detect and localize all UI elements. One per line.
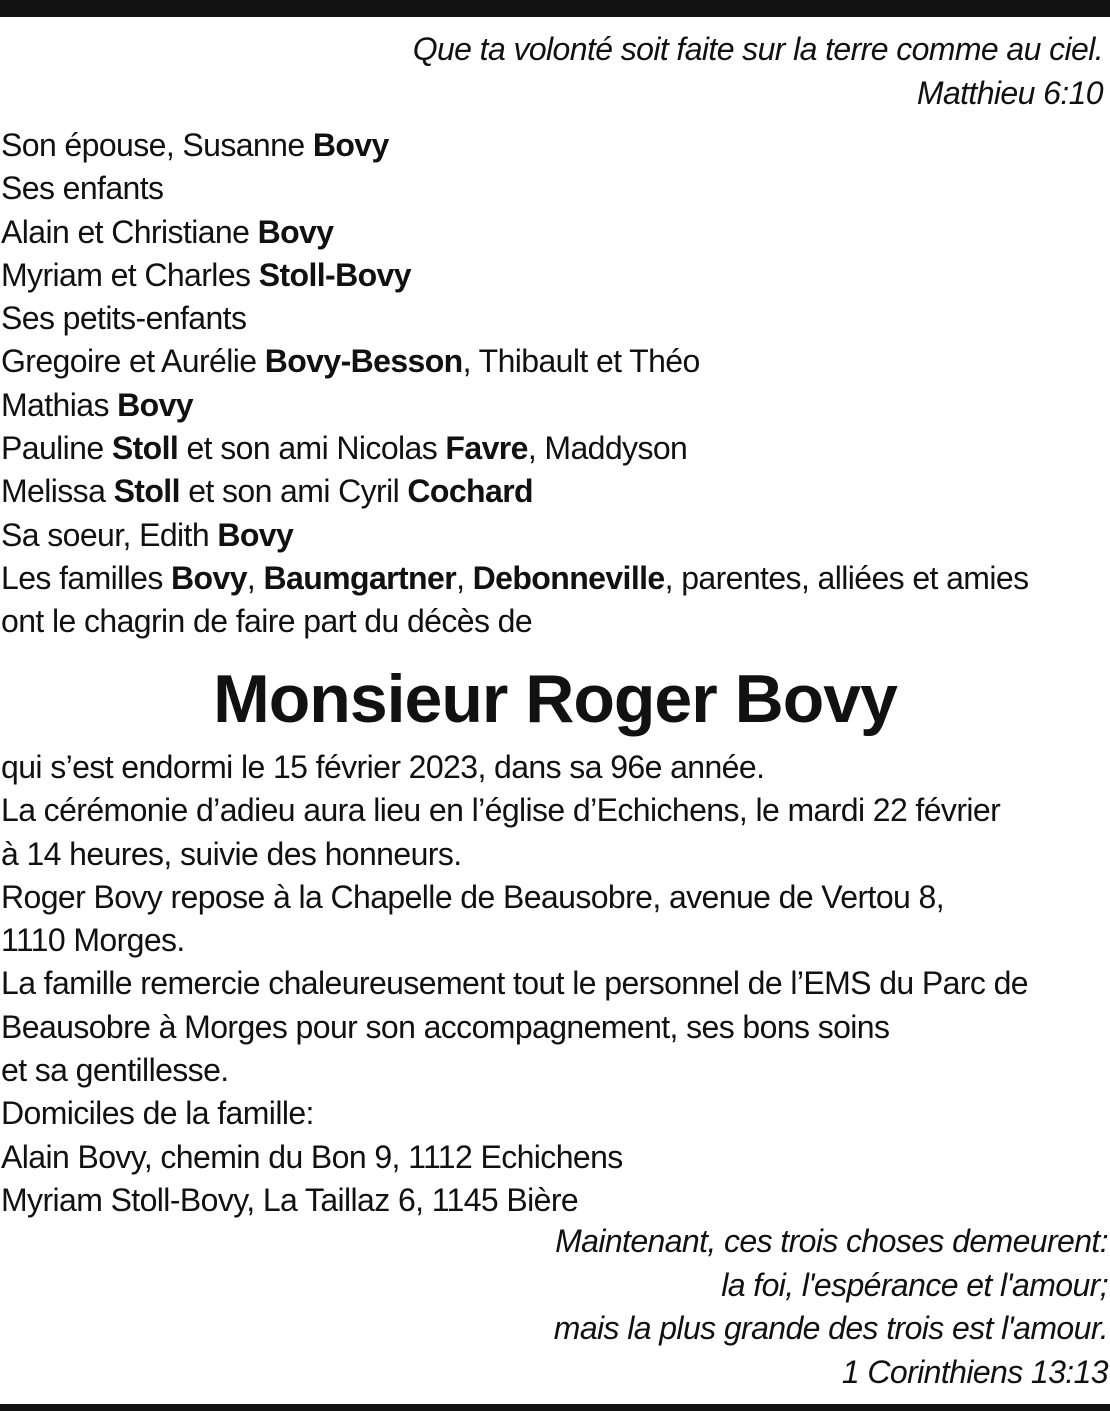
family-text: Melissa [1, 473, 114, 510]
family-line-grandchild-4 [1, 470, 1028, 513]
ceremony-details [1, 746, 1028, 1222]
details-line: La cérémonie d’adieu aura lieu en l’église d’Echichens, le mardi 22 février [1, 792, 1001, 829]
bottom-border-rule [0, 1404, 1110, 1411]
family-line-grandchild-3 [1, 427, 1028, 470]
family-line-children-heading: Ses enfants [1, 170, 164, 207]
family-surname: Cochard [407, 473, 533, 510]
family-surname: Bovy [117, 386, 193, 423]
family-surname: Bovy [217, 516, 294, 553]
family-text: Mathias [1, 386, 118, 423]
family-text: Les familles [1, 559, 172, 596]
closing-verse [554, 1220, 1108, 1394]
family-line-announcement: ont le chagrin de faire part du décès de [1, 603, 533, 640]
family-text: , [456, 559, 473, 596]
family-line-child-2 [1, 254, 1028, 297]
details-line: Beausobre à Morges pour son accompagnement, ses bons soins [1, 1008, 890, 1045]
family-text: Gregoire et Aurélie [1, 343, 265, 380]
family-line-spouse [1, 124, 1028, 167]
details-line: Myriam Stoll-Bovy, La Taillaz 6, 1145 Bière [1, 1181, 579, 1218]
family-text: Myriam et Charles [1, 256, 259, 293]
family-text: , Maddyson [527, 430, 688, 467]
family-surname: Favre [445, 430, 528, 467]
details-line: La famille remercie chaleureusement tout le personnel de l’EMS du Parc de [1, 965, 1028, 1002]
family-surname: Stoll [111, 430, 179, 467]
family-line-child-1 [1, 211, 1028, 254]
details-line: et sa gentillesse. [1, 1052, 229, 1089]
closing-verse-line: mais la plus grande des trois est l'amour. [553, 1310, 1108, 1346]
family-text: et son ami Cyril [179, 473, 408, 510]
family-announcement [1, 124, 1028, 644]
family-surname: Bovy [312, 127, 389, 163]
family-text: , [246, 559, 264, 596]
family-surname: Bovy-Besson [264, 343, 463, 380]
family-surname: Stoll [113, 473, 180, 510]
family-text: Alain et Christiane [1, 213, 258, 250]
opening-verse-text: Que ta volonté soit faite sur la terre comme au ciel. [412, 31, 1103, 67]
family-text: Sa soeur, Edith [1, 516, 218, 553]
opening-verse-reference: Matthieu 6:10 [916, 74, 1103, 111]
family-surname: Stoll-Bovy [258, 256, 411, 293]
details-line: Domiciles de la famille: [1, 1095, 314, 1132]
details-line: Alain Bovy, chemin du Bon 9, 1112 Echichens [1, 1138, 623, 1175]
family-line-sister [1, 514, 1028, 557]
family-text: , Thibault et Théo [462, 343, 700, 380]
family-surname: Baumgartner [263, 559, 457, 596]
family-surname: Bovy [257, 213, 334, 250]
family-line-families [1, 557, 1028, 600]
family-text: et son ami Nicolas [178, 430, 446, 467]
family-surname: Bovy [171, 559, 247, 596]
family-line-grandchild-1 [1, 340, 1028, 383]
deceased-name: Monsieur Roger Bovy [213, 661, 897, 737]
closing-verse-line: Maintenant, ces trois choses demeurent: [555, 1223, 1108, 1259]
opening-verse [413, 28, 1103, 115]
family-line-grandchild-2 [1, 384, 1028, 427]
details-line: qui s’est endormi le 15 février 2023, dans sa 96e année. [1, 749, 765, 785]
family-surname: Debonneville [472, 559, 665, 596]
closing-verse-line: la foi, l'espérance et l'amour; [721, 1266, 1108, 1303]
details-line: 1110 Morges. [1, 922, 185, 959]
closing-verse-reference: 1 Corinthiens 13:13 [841, 1353, 1108, 1390]
family-text: , parentes, alliées et amies [664, 559, 1029, 596]
family-text: Son épouse, Susanne [1, 127, 313, 163]
details-line: à 14 heures, suivie des honneurs. [1, 835, 462, 872]
details-line: Roger Bovy repose à la Chapelle de Beausobre, avenue de Vertou 8, [1, 878, 945, 915]
family-text: Pauline [1, 430, 112, 467]
family-line-grandchildren-heading: Ses petits-enfants [1, 300, 247, 337]
top-border-rule [0, 0, 1110, 17]
